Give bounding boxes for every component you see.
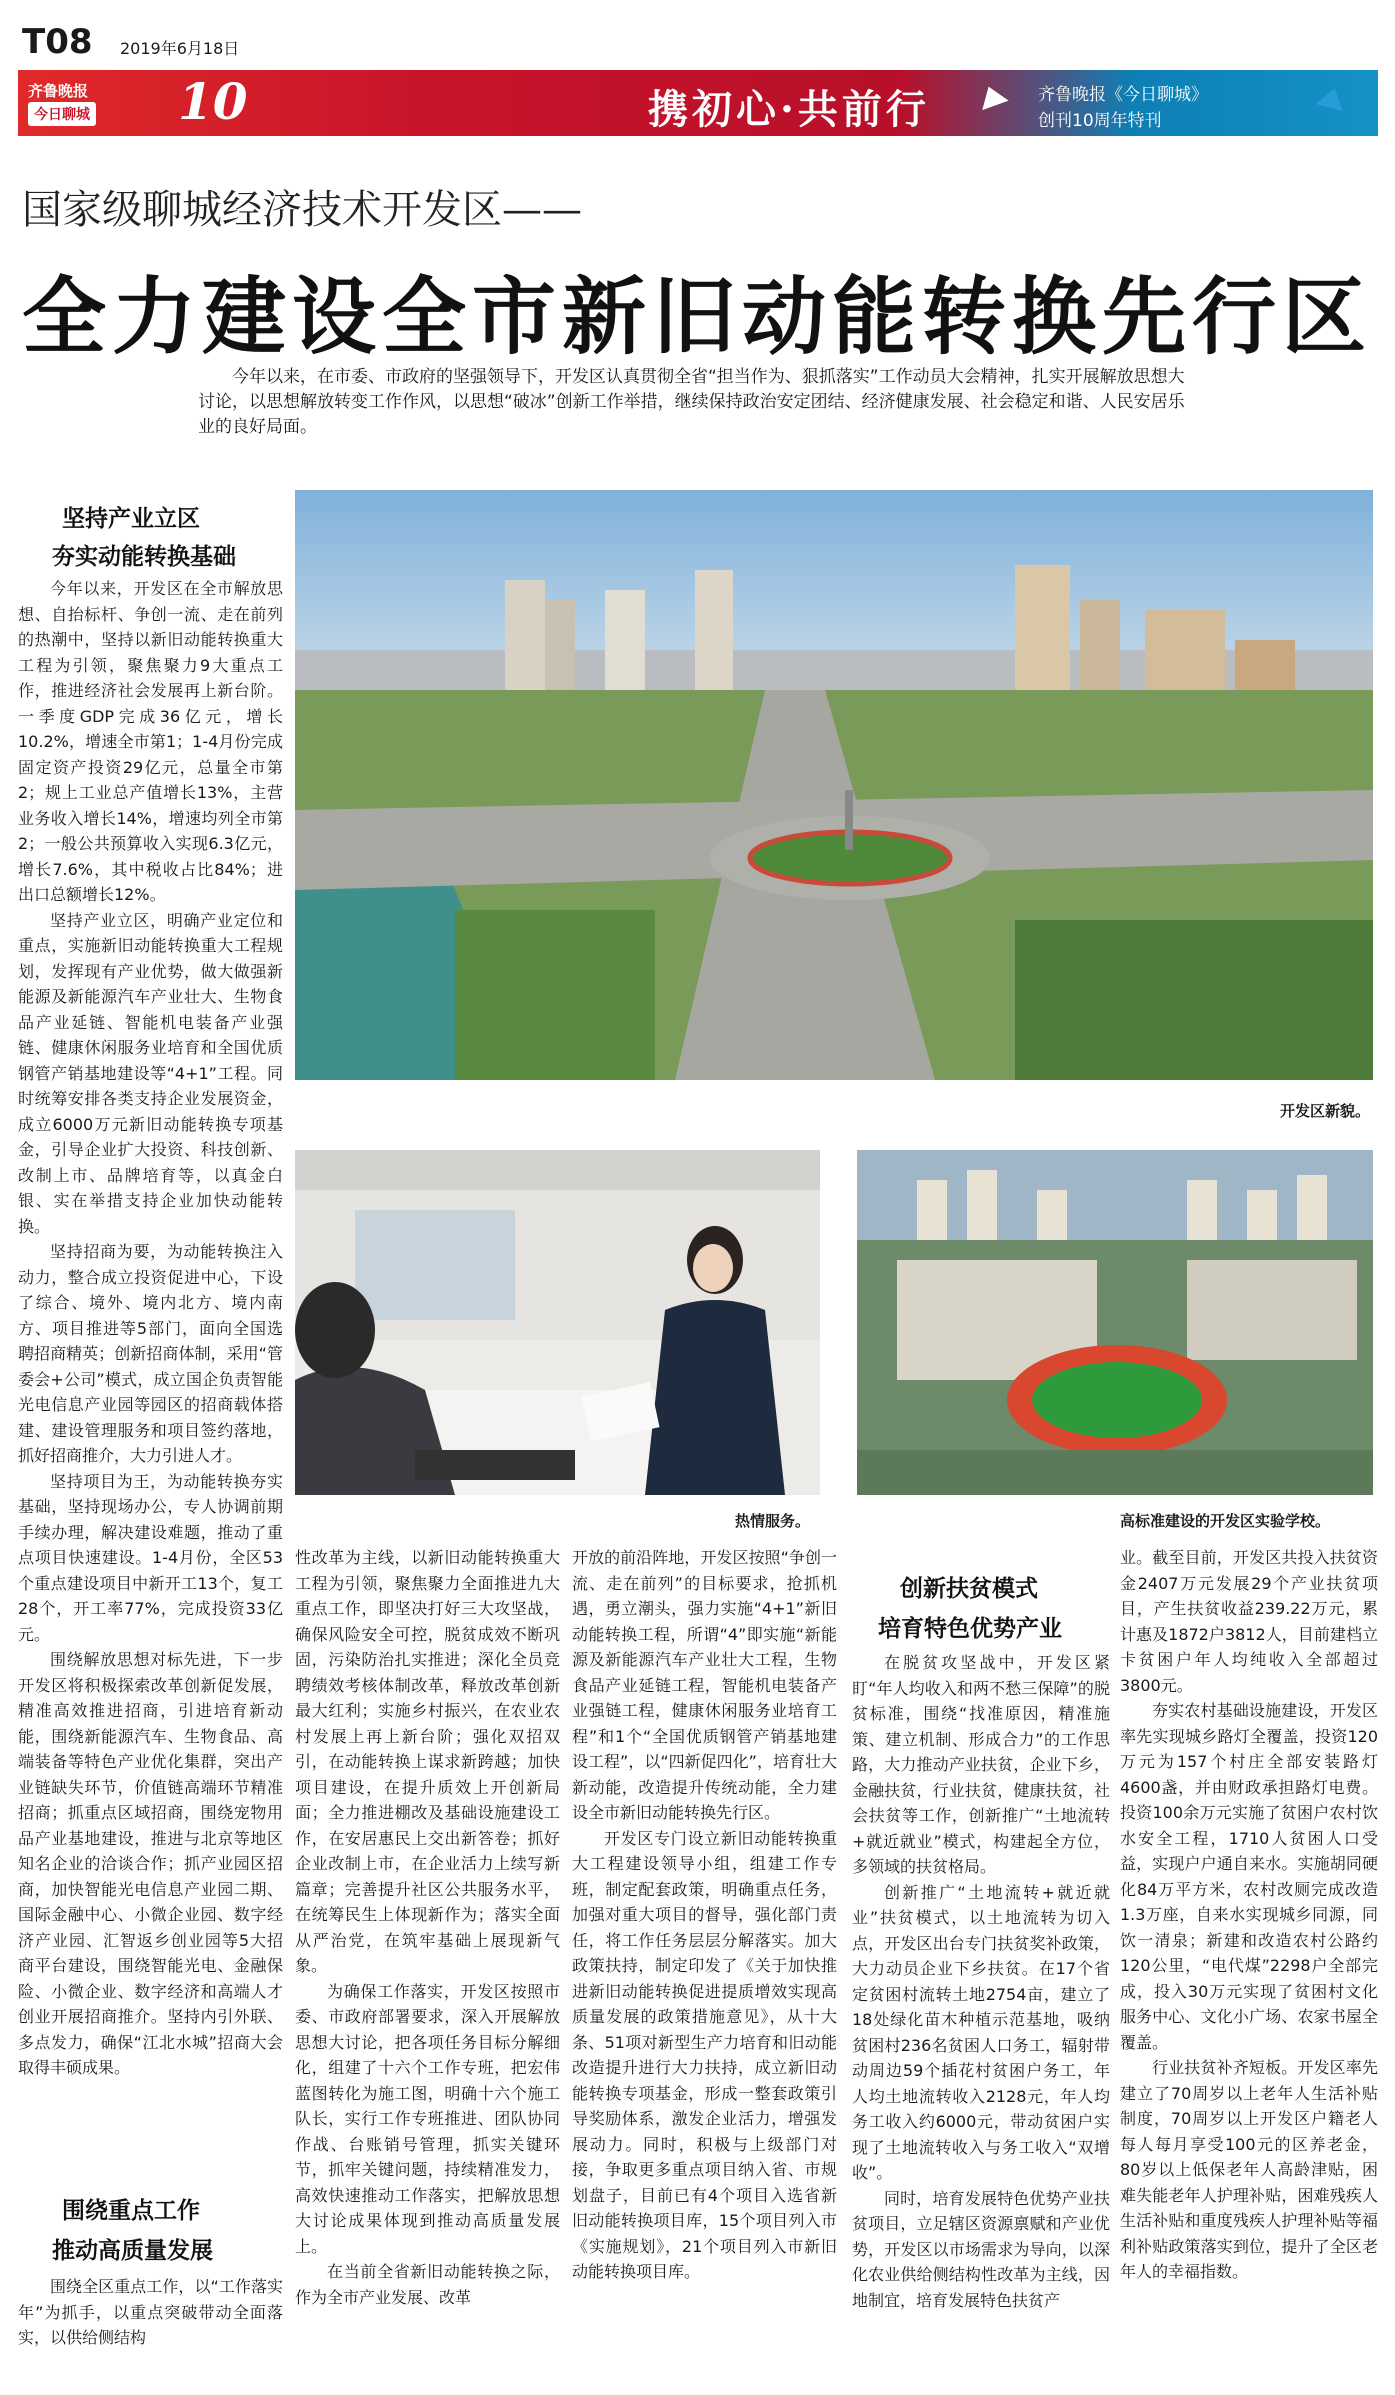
issue-date: 2019年6月18日: [120, 39, 240, 58]
section-heading-key-work-2: 推动高质量发展: [52, 2238, 213, 2264]
anniversary-banner: [18, 70, 1378, 136]
article-column-4: [852, 1650, 1110, 2313]
banner-slogan: 携初心·共前行: [648, 86, 930, 133]
caption-service-photo: 热情服务。: [735, 1512, 811, 1530]
article-column-1b: [18, 2274, 283, 2351]
paragraph: 坚持项目为王，为动能转换夯实基础，坚持现场办公，专人协调前期手续办理，解决建设难题，推动了重点项目快速建设。1-4月份，全区53个重点建设项目中新开工13个，复工28个，开工率77%，完成投资33亿元。: [18, 1471, 283, 1644]
anniversary-number: 10: [178, 72, 248, 131]
section-heading-poverty-1: 创新扶贫模式: [900, 1576, 1038, 1602]
paragraph: 业。截至目前，开发区共投入扶贫资金2407万元发展29个产业扶贫项目，产生扶贫收益239.22万元，累计惠及1872户3812人，目前建档立卡贫困户年人均纯收入全部超过3800元。: [1120, 1548, 1378, 1695]
paragraph: 在当前全省新旧动能转换之际，作为全市产业发展、改革: [295, 2262, 560, 2307]
edition-name: 今日聊城: [28, 102, 96, 126]
paragraph: 同时，培育发展特色优势产业扶贫项目，立足辖区资源禀赋和产业优势，开发区以市场需求为导向，以深化农业供给侧结构性改革为主线，因地制宜，培育发展特色扶贫产: [852, 2188, 1110, 2310]
banner-right-line1: 齐鲁晚报《今日聊城》: [1038, 85, 1208, 105]
paragraph: 坚持招商为要，为动能转换注入动力，整合成立投资促进中心，下设了综合、境外、境内北方、境内南方、项目推进等5部门，面向全国选聘招商精英；创新招商体制，采用“管委会+公司”模式，成立国企负责智能光电信息产业园等园区的招商载体搭建、建设管理服务和项目签约落地，抓好招商推介，大力引进人才。: [18, 1242, 283, 1465]
school-aerial-photo: [857, 1150, 1373, 1495]
section-heading-key-work-1: 围绕重点工作: [62, 2198, 200, 2224]
caption-main-photo: 开发区新貌。: [1280, 1102, 1371, 1120]
paragraph: 开放的前沿阵地，开发区按照“争创一流、走在前列”的目标要求，抢抓机遇，勇立潮头，强力实施“4+1”新旧动能转换工程，所谓“4”即实施“新能源及新能源汽车产业壮大工程，生物食品产业延链工程，智能机电装备产业强链工程，健康休闲服务业培育工程”和1个“全国优质钢管产销基地建设工程”，以“四新促四化”，培育壮大新动能，改造提升传统动能，全力建设全市新旧动能转换先行区。: [572, 1548, 837, 1822]
aerial-photo-development-zone: [295, 490, 1373, 1080]
article-column-1: [18, 576, 283, 2081]
paragraph: 性改革为主线，以新旧动能转换重大工程为引领，聚焦聚力全面推进九大重点工作，即坚决打好三大攻坚战，确保风险安全可控，脱贫成效不断巩固，污染防治扎实推进；深化全员竞聘绩效考核体制改革，释放改革创新最大红利；实施乡村振兴，在农业农村发展上再上新台阶；强化双招双引，在动能转换上谋求新跨越；加快项目建设，在提升质效上开创新局面；全力推进棚改及基础设施建设工作，在安居惠民上交出新答卷；抓好企业改制上市，在企业活力上续写新篇章；完善提升社区公共服务水平，在统筹民生上体现新作为；落实全面从严治党，在筑牢基础上展现新气象。: [295, 1548, 560, 1975]
paragraph: 创新推广“土地流转+就近就业”扶贫模式，以土地流转为切入点，开发区出台专门扶贫奖补政策，大力动员企业下乡扶贫。在17个省定贫困村流转土地2754亩，建立了18处绿化苗木种植示范基地，吸纳贫困村236名贫困人口务工，辐射带动周边59个插花村贫困户务工，年人均土地流转收入2128元，年人均务工收入约6000元，带动贫困户实现了土地流转收入与务工收入“双增收”。: [852, 1882, 1110, 2182]
bird-icon: [1316, 85, 1348, 112]
section-heading-poverty-2: 培育特色优势产业: [878, 1616, 1062, 1642]
page-number: T08: [22, 22, 93, 62]
bird-icon: [975, 82, 1008, 110]
newspaper-logo: [28, 76, 178, 130]
paragraph: 开发区专门设立新旧动能转换重大工程建设领导小组，组建工作专班，制定配套政策，明确重点任务，加强对重大项目的督导，强化部门责任，将工作任务层层分解落实。加大政策扶持，制定印发了《关于加快推进新旧动能转换促进提质增效实现高质量发展的政策措施意见》，从十大条、51项对新型生产力培育和旧动能改造提升进行大力扶持，成立新旧动能转换专项基金，形成一整套政策引导奖励体系，激发企业活力，增强发展动力。同时，积极与上级部门对接，争取更多重点项目纳入省、市规划盘子，目前已有4个项目入选省新旧动能转换项目库，15个项目列入市《实施规划》，21个项目列入市新旧动能转换项目库。: [572, 1828, 837, 2281]
banner-right-line2: 创刊10周年特刊: [1038, 111, 1162, 131]
service-hall-photo: [295, 1150, 820, 1495]
kicker-title: 国家级聊城经济技术开发区——: [22, 187, 582, 233]
paragraph: 今年以来，开发区在全市解放思想、自抬标杆、争创一流、走在前列的热潮中，坚持以新旧动能转换重大工程为引领，聚焦聚力9大重点工作，推进经济社会发展再上新台阶。一季度GDP完成36亿元，增长10.2%，增速全市第1；1-4月份完成固定资产投资29亿元，总量全市第2；规上工业总产值增长13%，主营业务收入增长14%，增速均列全市第2；一般公共预算收入实现6.3亿元，增长7.6%，其中税收占比84%；进出口总额增长12%。: [18, 579, 283, 904]
section-heading-industry-2: 夯实动能转换基础: [52, 544, 236, 570]
paragraph: 在脱贫攻坚战中，开发区紧盯“年人均收入和两不愁三保障”的脱贫标准，围绕“找准原因，精准施策、建立机制、形成合力”的工作思路，大力推动产业扶贫，企业下乡，金融扶贫，行业扶贫，健康扶贫，社会扶贫等工作，创新推广“土地流转+就近就业”模式，构建起全方位，多领域的扶贫格局。: [852, 1653, 1110, 1876]
paragraph: 围绕全区重点工作，以“工作落实年”为抓手，以重点突破带动全面落实，以供给侧结构: [18, 2277, 283, 2347]
paragraph: 为确保工作落实，开发区按照市委、市政府部署要求，深入开展解放思想大讨论，把各项任务目标分解细化，组建了十六个工作专班，把宏伟蓝图转化为施工图，明确十六个施工队长，实行工作专班推进、团队协同作战、台账销号管理，抓实关键环节，抓牢关键问题，持续精准发力，高效快速推动工作落实，把解放思想大讨论成果体现到推动高质量发展上。: [295, 1981, 560, 2256]
section-heading-industry-1: 坚持产业立区: [62, 506, 200, 532]
article-column-5: [1120, 1545, 1378, 2285]
paragraph: 坚持产业立区，明确产业定位和重点，实施新旧动能转换重大工程规划，发挥现有产业优势，做大做强新能源及新能源汽车产业壮大、生物食品产业延链、智能机电装备产业强链、健康休闲服务业培育和全国优质钢管产销基地建设等“4+1”工程。同时统筹安排各类支持企业发展资金，成立6000万元新旧动能转换专项基金，引导企业扩大投资、科技创新、改制上市、品牌培育等，以真金白银、实在举措支持企业加快动能转换。: [18, 910, 283, 1236]
headline: 全力建设全市新旧动能转换先行区: [22, 268, 1373, 366]
paragraph: 夯实农村基础设施建设，开发区率先实现城乡路灯全覆盖，投资120万元为157个村庄全部安装路灯4600盏，并由财政承担路灯电费。投资100余万元实施了贫困户农村饮水安全工程，1710人贫困人口受益，实现户户通自来水。实施胡同硬化84万平方米，农村改厕完成改造1.3万座，自来水实现城乡同源，同饮一清泉；新建和改造农村公路约120公里，“电代煤”2298户全部完成，投入30万元实现了贫困村文化服务中心、文化小广场、农家书屋全覆盖。: [1120, 1701, 1378, 2052]
paragraph: 围绕解放思想对标先进，下一步开发区将积极探索改革创新促发展，精准高效推进招商，引进培育新动能，围绕新能源汽车、生物食品、高端装备等特色产业优化集群，突出产业链缺失环节，价值链高端环节精准招商；抓重点区域招商，围绕宠物用品产业基地建设，推进与北京等地区知名企业的洽谈合作；抓产业园区招商，加快智能光电信息产业园二期、国际金融中心、小微企业园、数字经济产业园、汇智返乡创业园等5大招商平台建设，围绕智能光电、金融保险、小微企业、数字经济和高端人才创业开展招商推介。坚持内引外联、多点发力，确保“江北水城”招商大会取得丰硕成果。: [18, 1650, 283, 2077]
paper-name: 齐鲁晚报: [28, 82, 89, 100]
article-column-3: [572, 1545, 837, 2285]
lead-paragraph: 今年以来，在市委、市政府的坚强领导下，开发区认真贯彻全省“担当作为、狠抓落实”工作动员大会精神，扎实开展解放思想大讨论，以思想解放转变工作作风，以思想“破冰”创新工作举措，继续保持政治安定团结、经济健康发展、社会稳定和谐、人民安居乐业的良好局面。: [198, 367, 1185, 437]
paragraph: 行业扶贫补齐短板。开发区率先建立了70周岁以上老年人生活补贴制度，70周岁以上开发区户籍老人每人每月享受100元的区养老金，80岁以上低保老年人高龄津贴，困难失能老年人护理补贴，困难残疾人生活补贴和重度残疾人护理补贴等福利补贴政策落实到位，提升了全区老年人的幸福指数。: [1120, 2058, 1378, 2281]
article-column-2: [295, 1545, 560, 2310]
caption-school-photo: 高标准建设的开发区实验学校。: [1120, 1512, 1331, 1530]
